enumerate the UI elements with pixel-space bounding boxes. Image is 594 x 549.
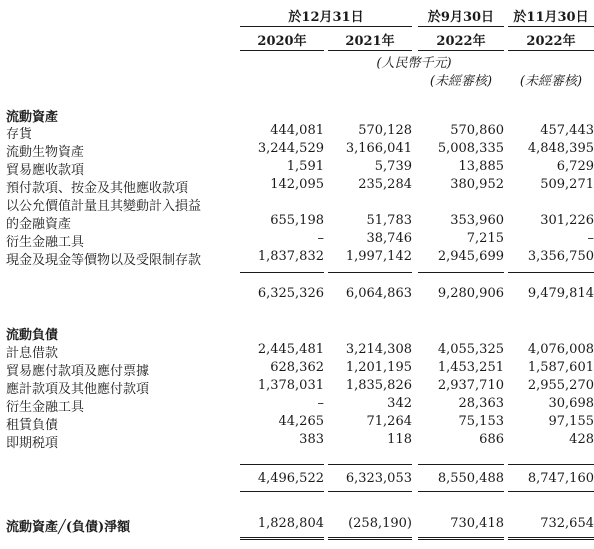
- row-value: 4,055,325: [437, 342, 504, 357]
- total-value: 6,325,326: [257, 286, 324, 301]
- row-value: 444,081: [270, 123, 324, 138]
- row-value: 1,587,601: [527, 360, 594, 375]
- row-label: 應計款項及其他應付款項: [6, 382, 150, 397]
- header-unaudited-sep: (未經審核): [429, 74, 493, 89]
- row-label: 即期税項: [6, 436, 59, 451]
- row-value: 655,198: [270, 213, 324, 228]
- row-value: 5,739: [374, 159, 412, 174]
- header-unit: (人民幣千元): [376, 56, 452, 71]
- row-value: 6,729: [556, 159, 594, 174]
- row-value: 570,128: [358, 123, 412, 138]
- row-label: 貿易應付款項及應付票據: [6, 364, 150, 379]
- row-value: –: [587, 231, 594, 246]
- liab-total-rule-3: [418, 464, 504, 465]
- total-value: 9,280,906: [437, 286, 504, 301]
- row-value: 51,783: [366, 213, 412, 228]
- total-value: 8,747,160: [527, 471, 594, 486]
- section-title-current-liabilities: 流動負債: [6, 328, 59, 343]
- liab-bottom-rule-1: [240, 491, 324, 492]
- section-title-current-assets: 流動資產: [6, 110, 59, 125]
- liab-bottom-rule-4: [508, 491, 594, 492]
- row-value: 628,362: [270, 360, 324, 375]
- row-label: 計息借款: [6, 346, 59, 361]
- row-value: 2,945,699: [437, 249, 504, 264]
- liab-total-rule-2: [328, 464, 412, 465]
- liab-total-rule-4: [508, 464, 594, 465]
- net-value: 730,418: [450, 516, 504, 531]
- net-rule-4: [508, 537, 594, 540]
- header-unaudited-nov: (未經審核): [519, 74, 583, 89]
- row-value: 38,746: [366, 231, 412, 246]
- row-value: 5,008,335: [437, 141, 504, 156]
- row-label: 預付款項、按金及其他應收款項: [6, 181, 189, 196]
- total-value: 4,496,522: [257, 471, 324, 486]
- row-value: 28,363: [458, 396, 504, 411]
- row-value: 2,955,270: [527, 378, 594, 393]
- row-label: 的金融資產: [6, 217, 72, 232]
- liab-bottom-rule-3: [418, 491, 504, 492]
- total-value: 8,550,488: [437, 471, 504, 486]
- net-rule-1: [240, 537, 324, 540]
- row-value: 4,076,008: [527, 342, 594, 357]
- row-value: 4,848,395: [527, 141, 594, 156]
- row-value: 142,095: [270, 177, 324, 192]
- row-value: 1,453,251: [437, 360, 504, 375]
- header-group-dec31-rule: [240, 26, 412, 27]
- row-label: 租賃負債: [6, 418, 59, 433]
- row-value: 570,860: [450, 123, 504, 138]
- row-value: 1,997,142: [345, 249, 412, 264]
- row-value: 75,153: [458, 414, 504, 429]
- liab-total-rule-1: [240, 464, 324, 465]
- row-label: 衍生金融工具: [6, 400, 85, 415]
- row-value: 2,445,481: [257, 342, 324, 357]
- row-value: 71,264: [366, 414, 412, 429]
- row-label: 現金及現金等價物以及受限制存款: [6, 253, 202, 268]
- row-value: 44,265: [278, 414, 324, 429]
- row-value: 380,952: [450, 177, 504, 192]
- header-year-rule-2: [328, 50, 412, 51]
- row-value: 353,960: [450, 213, 504, 228]
- row-value: 3,214,308: [345, 342, 412, 357]
- net-value: 732,654: [540, 516, 594, 531]
- header-group-nov30-rule: [508, 26, 594, 27]
- row-value: 457,443: [540, 123, 594, 138]
- row-value: 13,885: [458, 159, 504, 174]
- row-value: 428: [569, 432, 594, 447]
- header-group-sep30: 於9月30日: [427, 10, 495, 25]
- row-label: 存貨: [6, 127, 33, 142]
- row-value: 1,835,826: [345, 378, 412, 393]
- header-year-2020: 2020年: [257, 34, 307, 49]
- row-value: 3,244,529: [257, 141, 324, 156]
- row-value: 342: [387, 396, 412, 411]
- row-value: 7,215: [466, 231, 504, 246]
- assets-total-rule-4: [508, 272, 594, 273]
- row-value: 2,937,710: [437, 378, 504, 393]
- assets-total-rule-1: [240, 272, 324, 273]
- row-label: 流動生物資產: [6, 145, 85, 160]
- row-label: 以公允價值計量且其變動計入損益: [6, 199, 202, 214]
- total-value: 6,323,053: [345, 471, 412, 486]
- header-year-rule-4: [508, 50, 594, 51]
- header-year-rule-1: [240, 50, 324, 51]
- net-label: 流動資產╱(負債)淨額: [6, 520, 131, 535]
- header-year-2022-sep: 2022年: [436, 34, 486, 49]
- header-group-nov30: 於11月30日: [513, 10, 589, 25]
- row-value: 1,837,832: [257, 249, 324, 264]
- row-value: 383: [299, 432, 324, 447]
- row-value: –: [317, 396, 324, 411]
- liab-bottom-rule-2: [328, 491, 412, 492]
- header-year-2022-nov: 2022年: [526, 34, 576, 49]
- row-value: 235,284: [358, 177, 412, 192]
- row-value: 1,591: [286, 159, 324, 174]
- net-value: (258,190): [348, 516, 412, 531]
- total-value: 9,479,814: [527, 286, 594, 301]
- row-value: 1,201,195: [345, 360, 412, 375]
- row-value: –: [317, 231, 324, 246]
- assets-total-rule-3: [418, 272, 504, 273]
- header-year-rule-3: [418, 50, 504, 51]
- assets-total-rule-2: [328, 272, 412, 273]
- row-value: 1,378,031: [257, 378, 324, 393]
- row-value: 686: [479, 432, 504, 447]
- row-label: 貿易應收款項: [6, 163, 85, 178]
- net-value: 1,828,804: [257, 516, 324, 531]
- net-rule-2: [328, 537, 412, 540]
- net-rule-3: [418, 537, 504, 540]
- header-group-dec31: 於12月31日: [288, 10, 364, 25]
- row-value: 30,698: [548, 396, 594, 411]
- total-value: 6,064,863: [345, 286, 412, 301]
- row-value: 118: [387, 432, 412, 447]
- row-value: 3,166,041: [345, 141, 412, 156]
- header-year-2021: 2021年: [345, 34, 395, 49]
- row-value: 97,155: [548, 414, 594, 429]
- header-group-sep30-rule: [418, 26, 504, 27]
- row-value: 301,226: [540, 213, 594, 228]
- row-label: 衍生金融工具: [6, 235, 85, 250]
- row-value: 3,356,750: [527, 249, 594, 264]
- row-value: 509,271: [540, 177, 594, 192]
